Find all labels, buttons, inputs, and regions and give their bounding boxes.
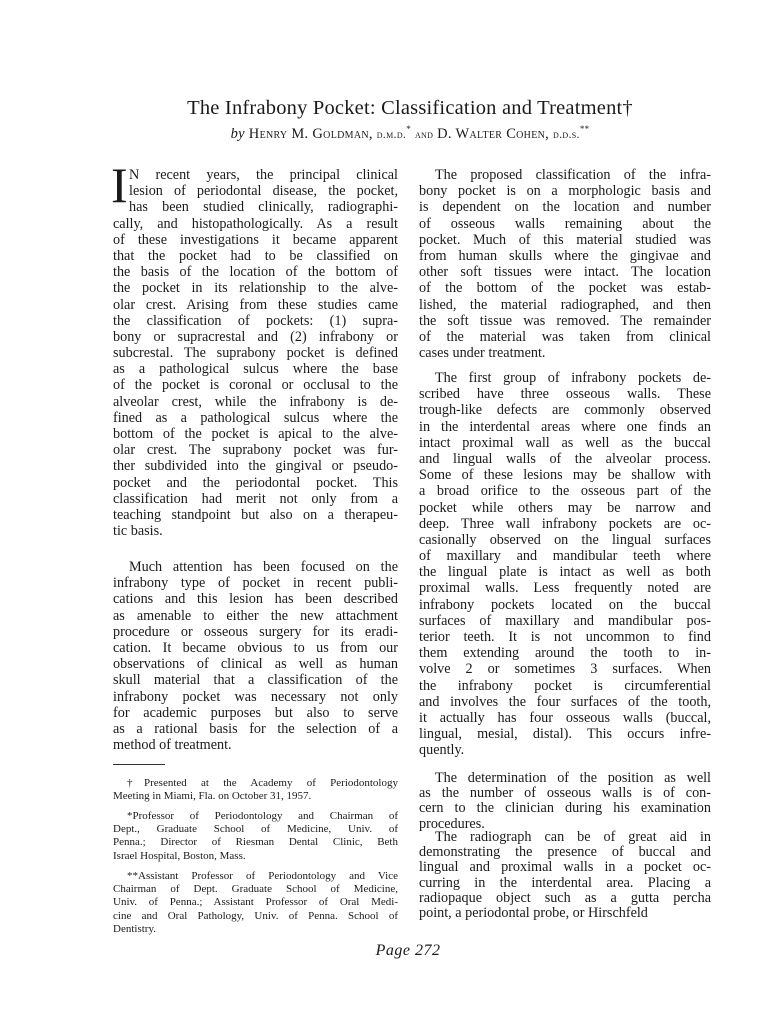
text-line: cation. It became obvious to us from our [113,639,398,656]
text-line: deep. Three wall infrabony pockets are oc- [419,515,711,532]
article-title: The Infrabony Pocket: Classification and Treatment† [187,97,633,119]
text-line: alveolar crest, while the infrabony is de- [113,393,398,410]
text-line: cern to the clinician during his examination [419,800,711,817]
drop-cap: I [111,157,128,213]
author-1-footnote-mark: * [406,124,412,134]
text-line: cally, and histopathologically. As a result [113,215,398,232]
byline-and: and [414,126,434,141]
author-1-degree: d.m.d. [376,126,407,141]
author-2-footnote-mark: ** [579,124,590,134]
text-line: Some of these lesions may be shallow with [419,467,711,484]
text-line: fined as a pathological sulcus where the [113,409,398,426]
text-line: The radiograph can be of great aid in [435,829,711,845]
text-line: N recent years, the principal clinical [129,167,398,183]
text-line: pocket and the periodontal pocket. This [113,474,398,491]
text-line: procedures. [419,815,485,832]
text-line: the lingual plate is intact as well as both [419,564,711,581]
footnote-presented [113,777,398,803]
text-line: method of treatment. [113,737,232,754]
text-line: surfaces of maxillary and mandibular pos- [419,612,711,629]
text-line: **Assistant Professor of Periodontology and Vice [127,870,398,882]
text-line: the infrabony pocket is circumferential [419,677,711,694]
text-line: of osseous walls remaining about the [419,215,711,232]
page-number: Page 272 [375,942,441,959]
text-line: The determination of the position as well [435,770,711,786]
footnote-goldman [113,810,398,863]
text-line: cases under treatment. [419,345,546,362]
text-line: and lingual walls of the alveolar process. [419,450,711,467]
text-line: in the interdental areas where one finds an [419,418,711,435]
text-line: has been studied clinically, radiographi- [129,199,398,216]
text-line: Dentistry. [113,922,156,935]
text-line: of the bottom of the pocket was estab- [419,280,711,297]
text-line: infrabony type of pocket in recent publi- [113,575,398,592]
text-line: for academic purposes but also to serve [113,704,398,721]
text-line: Penna.; Director of Riesman Dental Clinic, Beth [113,836,398,849]
author-1-name: Henry M. Goldman, [248,125,373,142]
text-line: other soft tissues were intact. The location [419,264,711,281]
text-line: them extending around the tooth to in- [419,645,711,662]
text-line: Chairman of Dept. Graduate School of Medicine, [113,883,398,896]
text-line: terior teeth. It is not uncommon to find [419,629,711,645]
text-line: scribed have three osseous walls. These [419,386,711,403]
text-line: of the pocket is coronal or occlusal to the [113,377,398,394]
text-line: volve 2 or sometimes 3 surfaces. When [419,661,711,678]
text-line: is dependent on the location and number [419,199,711,216]
text-line: curring in the interdental area. Placing a [419,874,711,891]
text-line: point, a periodontal probe, or Hirschfeld [419,904,648,921]
text-line: that the pocket had to be classified on [113,247,398,264]
text-line: intact proximal wall as well as the buccal [419,434,711,451]
byline-by: by [230,125,245,142]
text-line: *Professor of Periodontology and Chairman of [127,810,398,822]
text-line: the classification of pockets: (1) supra- [113,312,398,329]
text-line: skull material that a classification of the [113,672,398,689]
text-line: the basis of the location of the bottom of [113,264,398,281]
text-line: and involves the four surfaces of the tooth, [419,693,711,710]
text-line: the soft tissue was removed. The remainder [419,312,711,329]
text-line: infrabony pocket was necessary not only [113,688,398,705]
text-line: cations and this lesion has been described [113,591,398,608]
text-line: the pocket in its relationship to the alve- [113,280,398,297]
text-line: procedure or osseous surgery for its eradi- [113,623,398,640]
text-line: a broad orifice to the osseous part of the [419,483,711,500]
footnote-divider [113,764,165,765]
footnote-cohen [113,870,398,936]
text-line: demonstrating the presence of buccal and [419,844,711,861]
text-line: quently. [419,742,465,759]
text-line: Much attention has been focused on the [129,559,398,575]
text-line: †Presented at the Academy of Periodontology [127,777,398,789]
text-line: it actually has four osseous walls (buccal, [419,709,711,726]
text-line: lingual and proximal walls in a pocket oc- [419,859,711,876]
text-line: ther subdivided into the gingival or pseudo- [113,458,398,475]
right-paragraph-1 [419,167,711,361]
text-line: infrabony pockets located on the buccal [419,596,711,613]
text-line: lesion of periodontal disease, the pocket, [129,183,398,200]
text-line: as amenable to either the new attachment [113,607,398,624]
text-line: tic basis. [113,523,163,540]
text-line: classification had merit not only from a [113,490,398,507]
text-line: radiopaque object such as a gutta percha [419,889,711,906]
text-line: bony pocket is on a morphologic basis and [419,183,711,200]
text-line: as a rational basis for the selection of a [113,720,398,737]
text-line: Univ. of Penna.; Assistant Professor of Oral Medi- [113,896,398,909]
author-2-name: D. Walter Cohen, [437,125,550,142]
text-line: pocket while others may be narrow and [419,499,711,516]
text-line: of maxillary and mandibular teeth where [419,548,711,565]
text-line: proximal walls. Less frequently noted are [419,580,711,597]
text-line: of these investigations it became apparent [113,231,398,248]
text-line: bottom of the pocket is apical to the alve- [113,426,398,442]
text-line: The proposed classification of the infra- [435,167,711,183]
author-2-degree: d.d.s. [553,126,580,141]
text-line: pocket. Much of this material studied was [419,231,711,248]
text-line: as a pathological sulcus where the base [113,361,398,378]
text-line: Dept., Graduate School of Medicine, Univ. of [113,823,398,836]
text-line: Israel Hospital, Boston, Mass. [113,849,246,862]
text-line: subcrestal. The suprabony pocket is defined [113,345,398,362]
text-line: Meeting in Miami, Fla. on October 31, 1957. [113,790,312,803]
byline [0,124,768,143]
text-line: teaching standpoint but also on a therapeu- [113,506,398,523]
left-paragraph-1 [113,167,398,539]
left-paragraph-2 [113,559,398,753]
text-line: casionally observed on the lingual surfaces [419,531,711,548]
text-line: observations of clinical as well as human [113,656,398,673]
text-line: lingual, mesial, distal). This occurs infre- [419,726,711,743]
text-line: of the material was taken from clinical [419,328,711,345]
text-line: olar crest. Arising from these studies came [113,296,398,313]
text-line: from human skulls where the gingivae and [419,247,711,264]
text-line: bony or supracrestal and (2) infrabony or [113,328,398,345]
text-line: trough-like defects are commonly observed [419,402,711,419]
text-line: cine and Oral Pathology, Univ. of Penna. School of [113,909,398,922]
right-paragraph-4 [419,830,711,921]
right-paragraph-3 [419,771,711,832]
text-line: olar crest. The suprabony pocket was fur- [113,442,398,459]
text-line: The first group of infrabony pockets de- [435,370,711,386]
text-line: as the number of osseous walls is of con- [419,785,711,802]
right-paragraph-2 [419,370,711,759]
text-line: lished, the material radiographed, and then [419,296,711,313]
